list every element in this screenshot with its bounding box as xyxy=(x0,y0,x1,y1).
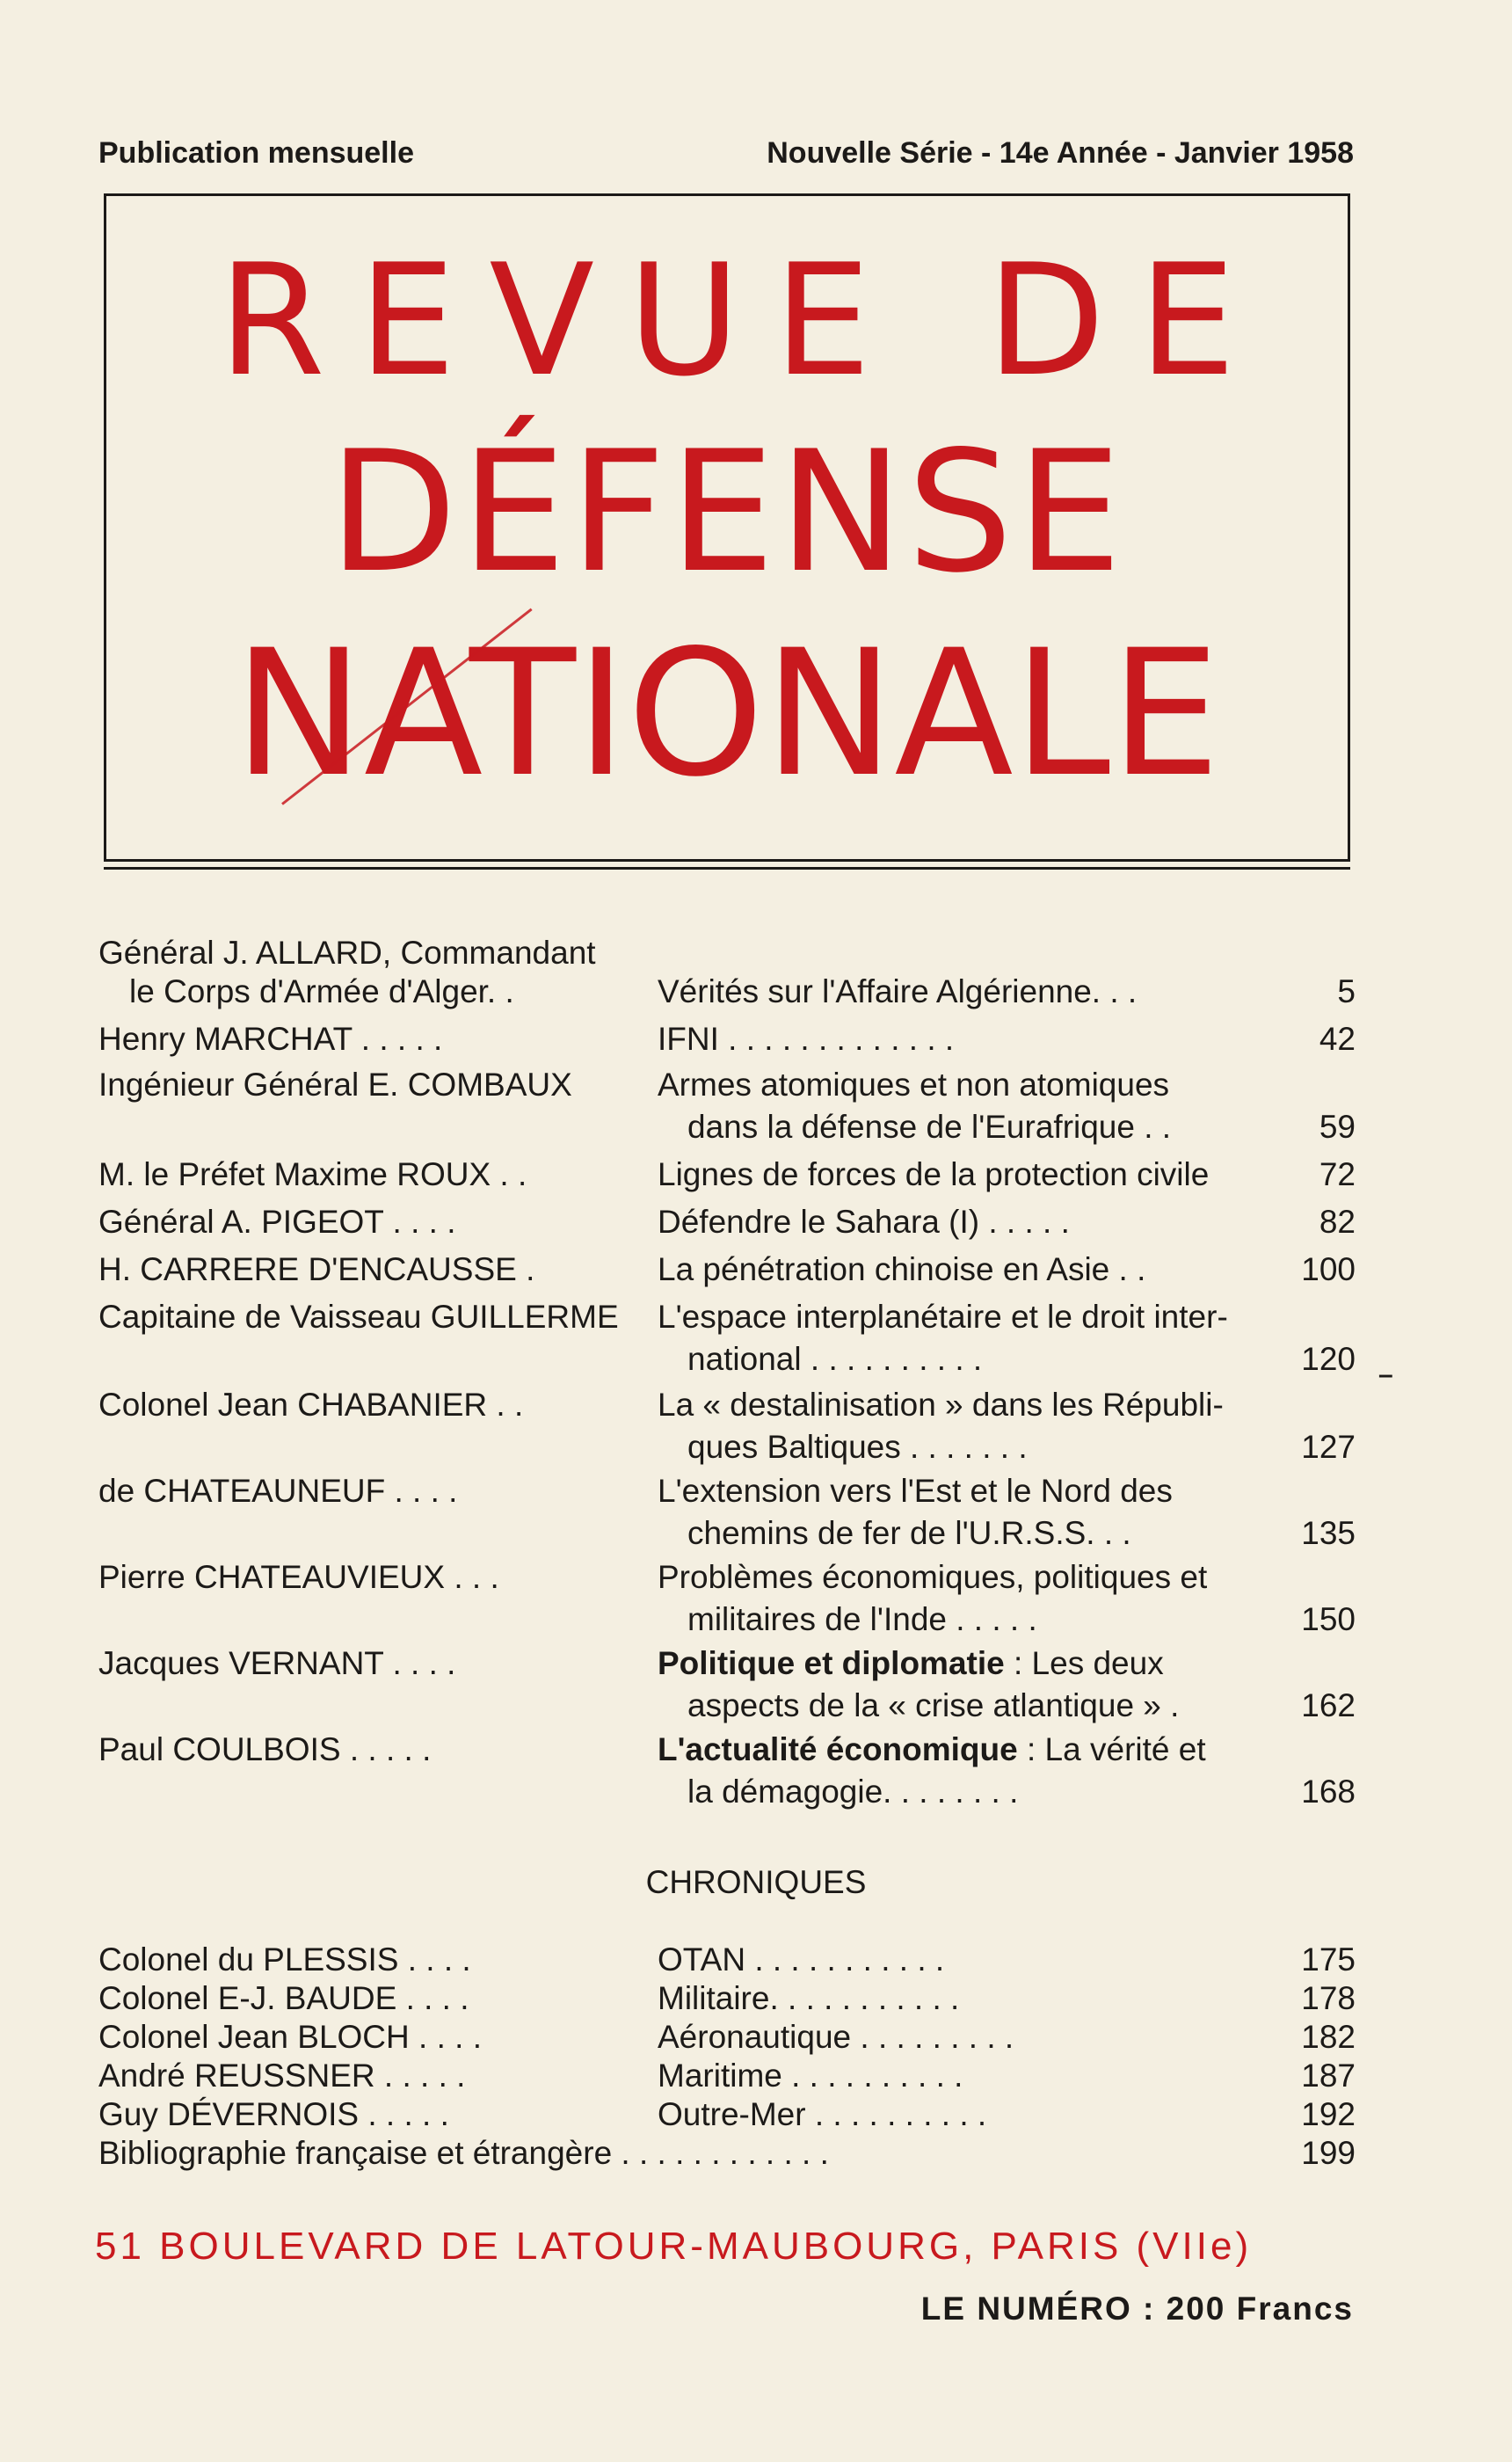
toc-author-cont: le Corps d'Armée d'Alger. . xyxy=(129,973,514,1009)
toc-page: 42 xyxy=(1319,1021,1356,1057)
title-box xyxy=(104,193,1350,862)
toc-title-rest: : La vérité et xyxy=(1017,1731,1206,1767)
chronique-title: Militaire. . . . . . . . . . . xyxy=(658,1980,960,2016)
toc-entry xyxy=(98,1470,1356,1555)
toc-entry xyxy=(98,1201,1356,1243)
toc-page: 150 xyxy=(1301,1601,1356,1637)
toc-author: Capitaine de Vaisseau GUILLERME xyxy=(98,1299,619,1335)
title-line-2: DÉFENSE xyxy=(328,415,1126,609)
toc-title: Vérités sur l'Affaire Algérienne. . . xyxy=(658,973,1138,1009)
toc-title-cont: aspects de la « crise atlantique » . xyxy=(687,1687,1180,1723)
issue-info: Nouvelle Série - 14e Année - Janvier 1958 xyxy=(767,136,1354,170)
toc-entry xyxy=(98,1064,1356,1148)
toc-title: IFNI . . . . . . . . . . . . . xyxy=(658,1021,955,1057)
toc-page: 127 xyxy=(1301,1429,1356,1465)
toc-page: 5 xyxy=(1337,973,1356,1009)
toc-title xyxy=(658,1729,1287,1771)
chronique-author: Bibliographie française et étrangère . . . . . . . . . . . . xyxy=(98,2135,829,2171)
toc-title-cont: ques Baltiques . . . . . . . xyxy=(687,1429,1028,1465)
toc-section-label: L'actualité économique xyxy=(658,1731,1018,1767)
toc-author: Général J. ALLARD, Commandant xyxy=(98,935,596,971)
toc-author: Pierre CHATEAUVIEUX . . . xyxy=(98,1559,499,1595)
chroniques-heading: CHRONIQUES xyxy=(645,1864,867,1900)
toc-title: Défendre le Sahara (I) . . . . . xyxy=(658,1204,1070,1240)
toc-page: 162 xyxy=(1301,1687,1356,1723)
toc-title-cont: dans la défense de l'Eurafrique . . xyxy=(687,1109,1172,1145)
toc-title xyxy=(658,1643,1287,1685)
chronique-page: 182 xyxy=(1301,2019,1356,2055)
chronique-page: 178 xyxy=(1301,1980,1356,2016)
toc-author: M. le Préfet Maxime ROUX . . xyxy=(98,1156,527,1192)
toc-entry xyxy=(98,1296,1356,1380)
chronique-title: Aéronautique . . . . . . . . . xyxy=(658,2019,1014,2055)
toc-page: 135 xyxy=(1301,1515,1356,1551)
chronique-page: 175 xyxy=(1301,1941,1356,1978)
toc-author: Paul COULBOIS . . . . . xyxy=(98,1731,432,1767)
toc-title: L'espace interplanétaire et le droit inter- xyxy=(658,1299,1228,1335)
toc-entry xyxy=(98,932,1356,1016)
toc-author: Colonel Jean CHABANIER . . xyxy=(98,1387,524,1423)
margin-mark: – xyxy=(1378,1360,1393,1389)
toc-page: 100 xyxy=(1301,1251,1356,1287)
toc-page: 120 xyxy=(1301,1341,1356,1377)
chronique-author: Colonel Jean BLOCH . . . . xyxy=(98,2019,482,2055)
toc-entry xyxy=(98,1249,1356,1291)
title-line-1: REVUE DE xyxy=(218,232,1269,411)
toc-entry xyxy=(98,1384,1356,1468)
toc-title-cont: chemins de fer de l'U.R.S.S. . . xyxy=(687,1515,1131,1551)
toc-section-label: Politique et diplomatie xyxy=(658,1645,1005,1681)
toc-title: Lignes de forces de la protection civile xyxy=(658,1156,1210,1192)
toc-title: Problèmes économiques, politiques et xyxy=(658,1559,1208,1595)
toc-page: 59 xyxy=(1319,1109,1356,1145)
issue-price: LE NUMÉRO : 200 Francs xyxy=(920,2291,1354,2327)
toc-title-cont: la démagogie. . . . . . . . xyxy=(687,1774,1019,1810)
chronique-title: Outre-Mer . . . . . . . . . . xyxy=(658,2096,987,2132)
publication-frequency: Publication mensuelle xyxy=(98,136,414,170)
toc-title: La « destalinisation » dans les Républi- xyxy=(658,1387,1224,1423)
chronique-page: 187 xyxy=(1301,2058,1356,2094)
toc-author: Ingénieur Général E. COMBAUX xyxy=(98,1067,572,1103)
chronique-page: 199 xyxy=(1301,2135,1356,2171)
toc-title: Armes atomiques et non atomiques xyxy=(658,1067,1170,1103)
chronique-title: OTAN . . . . . . . . . . . xyxy=(658,1941,945,1978)
title-box-rule xyxy=(104,867,1350,870)
toc-title-rest: : Les deux xyxy=(1004,1645,1164,1681)
toc-title: L'extension vers l'Est et le Nord des xyxy=(658,1473,1173,1509)
toc-author: de CHATEAUNEUF . . . . xyxy=(98,1473,458,1509)
chronique-author: Colonel E-J. BAUDE . . . . xyxy=(98,1980,469,2016)
toc-entry xyxy=(98,1018,1356,1060)
toc-author: Henry MARCHAT . . . . . xyxy=(98,1021,443,1057)
title-line-3: NATIONALE xyxy=(233,612,1221,815)
toc-page: 168 xyxy=(1301,1774,1356,1810)
toc-title-cont: national . . . . . . . . . . xyxy=(687,1341,983,1377)
toc-entry xyxy=(98,1643,1356,1727)
toc-title-cont: militaires de l'Inde . . . . . xyxy=(687,1601,1037,1637)
toc-entry xyxy=(98,1556,1356,1641)
toc-page: 72 xyxy=(1319,1156,1356,1192)
toc-author: Jacques VERNANT . . . . xyxy=(98,1645,456,1681)
toc-entry xyxy=(98,1729,1356,1813)
chronique-author: André REUSSNER . . . . . xyxy=(98,2058,466,2094)
chronique-page: 192 xyxy=(1301,2096,1356,2132)
toc-page: 82 xyxy=(1319,1204,1356,1240)
toc-author: H. CARRERE D'ENCAUSSE . xyxy=(98,1251,535,1287)
toc-author: Général A. PIGEOT . . . . xyxy=(98,1204,456,1240)
chronique-title: Maritime . . . . . . . . . . xyxy=(658,2058,963,2094)
chronique-author: Colonel du PLESSIS . . . . xyxy=(98,1941,471,1978)
toc-entry xyxy=(98,1154,1356,1196)
publisher-address: 51 BOULEVARD DE LATOUR-MAUBOURG, PARIS (VIIe) xyxy=(95,2225,1253,2268)
toc-title: La pénétration chinoise en Asie . . xyxy=(658,1251,1146,1287)
chronique-author: Guy DÉVERNOIS . . . . . xyxy=(98,2096,449,2132)
